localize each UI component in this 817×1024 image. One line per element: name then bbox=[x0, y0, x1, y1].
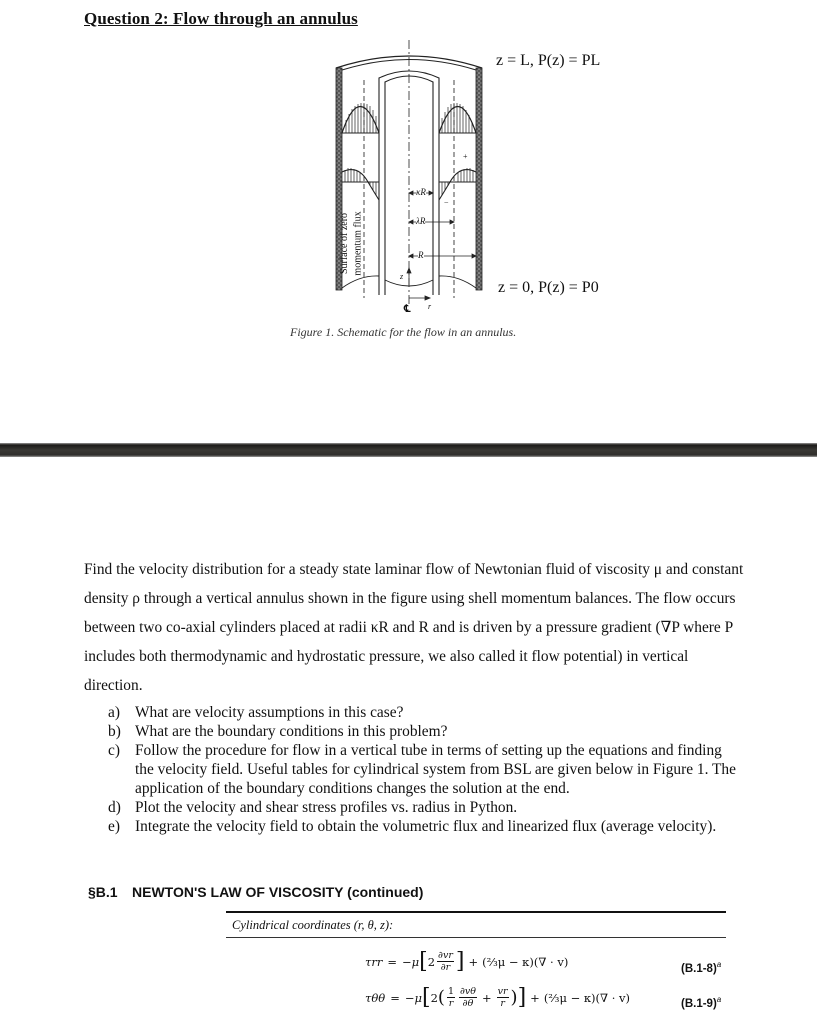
question-list bbox=[108, 703, 738, 836]
centerline-symbol: ℄ bbox=[404, 304, 411, 315]
table-header-rule bbox=[226, 937, 726, 938]
question-item bbox=[108, 798, 738, 817]
figure-caption: Figure 1. Schematic for the flow in an annulus. bbox=[290, 325, 517, 339]
z-axis-label: z bbox=[400, 272, 404, 281]
question-item bbox=[108, 703, 738, 722]
question-marker: d) bbox=[108, 799, 121, 816]
question-text: What are velocity assumptions in this case? bbox=[135, 704, 404, 721]
annulus-schematic-figure bbox=[330, 40, 500, 322]
plus-sign: + bbox=[463, 152, 468, 161]
r-axis-label: r bbox=[428, 302, 432, 311]
equation-number-b1-9: $(B.1-9)^a$ bbox=[681, 995, 722, 1010]
kappa-r-label: κR bbox=[416, 187, 426, 197]
question-text: What are the boundary conditions in this problem? bbox=[135, 723, 448, 740]
equation-lhs: τθθ bbox=[365, 990, 386, 1005]
section-number: §B.1 bbox=[88, 884, 118, 900]
question-marker: e) bbox=[108, 818, 120, 835]
table-top-rule bbox=[226, 911, 726, 913]
question-text: Integrate the velocity field to obtain the volumetric flux and linearized flux (average velocity). bbox=[135, 818, 717, 835]
equation-tau-theta-theta: τθθ = −μ [ 2 ( $\frac{1}{r}$ $\frac{\partial v\theta}{\partial\theta}$ + $\frac{vr}{r}$ ) ] + (⅔μ − κ)(∇ · v) bbox=[365, 984, 631, 1010]
bottom-boundary-label: z = 0, P(z) = P0 bbox=[498, 279, 599, 296]
equation-number-b1-8: $(B.1-8)^a$ bbox=[681, 960, 722, 975]
lambda-r-label: λR bbox=[416, 216, 426, 226]
question-item bbox=[108, 722, 738, 741]
question-marker: a) bbox=[108, 704, 120, 721]
r-label: R bbox=[418, 250, 424, 260]
page-divider-bar bbox=[0, 443, 817, 457]
equation-lhs: τrr bbox=[365, 954, 383, 969]
section-title: NEWTON'S LAW OF VISCOSITY (continued) bbox=[132, 884, 424, 900]
question-marker: c) bbox=[108, 742, 120, 759]
question-marker: b) bbox=[108, 723, 121, 740]
question-item bbox=[108, 741, 738, 798]
question-title: Question 2: Flow through an annulus bbox=[84, 9, 358, 28]
minus-sign: − bbox=[444, 198, 449, 207]
question-item bbox=[108, 817, 738, 836]
coordinates-subtitle: Cylindrical coordinates (r, θ, z): bbox=[232, 918, 394, 932]
question-text: Follow the procedure for flow in a vertical tube in terms of setting up the equations and finding the velocity field. Useful tables for cylindrical system from BSL are given below in Figure 1. The application of the boundary conditions changes the solution at the end. bbox=[135, 742, 736, 797]
top-boundary-label: z = L, P(z) = PL bbox=[496, 52, 601, 69]
zero-flux-label-line1: Surface of zero bbox=[339, 212, 351, 275]
problem-statement: Find the velocity distribution for a steady state laminar flow of Newtonian fluid of viscosity μ and constant density ρ through a vertical annulus shown in the figure using shell momentum balances. The flow occurs between two co-axial cylinders placed at radii κR and R and is driven by a pressure gradient (∇P where P includes both thermodynamic and hydrostatic pressure, we also called it flow potential) in vertical direction. bbox=[84, 561, 744, 694]
section-heading bbox=[88, 884, 423, 900]
equation-tau-rr: τrr = −μ [ 2 $\frac{\partial vr}{\partial r}$ ] + (⅔μ − κ)(∇ · v) bbox=[365, 948, 569, 974]
question-text: Plot the velocity and shear stress profiles vs. radius in Python. bbox=[135, 799, 518, 816]
zero-flux-label-line2: momentum flux bbox=[352, 211, 364, 276]
